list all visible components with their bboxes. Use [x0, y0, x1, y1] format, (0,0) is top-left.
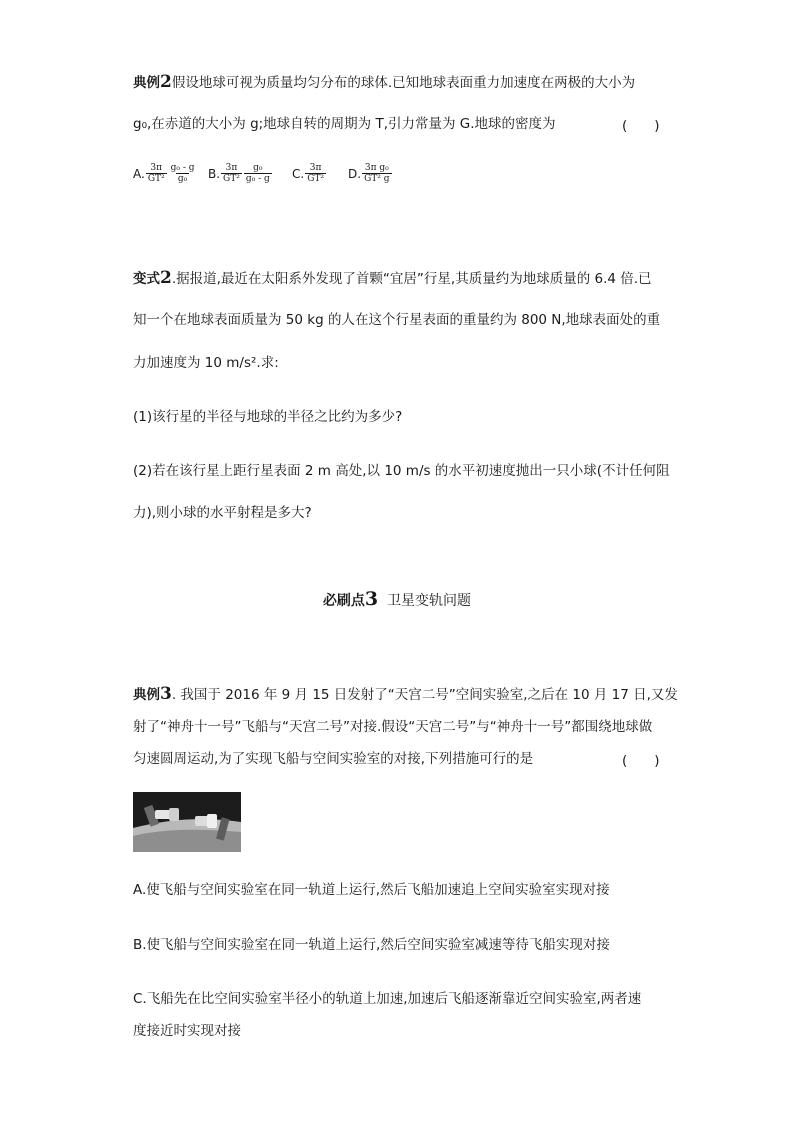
q2-option-a-frac-1: $\frac{3\pi}{\text{GT²}}$ [147, 163, 165, 184]
section-heading [0, 588, 794, 610]
v2-line-1 [133, 268, 652, 289]
q3-option-c-line-2: 度接近时实现对接 [133, 1023, 241, 1039]
v2-subquestion-2-line-1: (2)若在该行星上距行星表面 2 m 高处,以 10 m/s 的水平初速度抛出一只小球(不计任何阻 [133, 463, 670, 479]
spacecraft-docking-image [133, 792, 241, 852]
q3-option-a: A.使飞船与空间实验室在同一轨道上运行,然后飞船加速追上空间实验室实现对接 [133, 882, 610, 898]
q2-tag: 典例 [133, 75, 160, 91]
q3-text-1: . 我国于 2016 年 9 月 15 日发射了“天宫二号”空间实验室,之后在 10 月 17 日,又发 [171, 687, 678, 703]
q3-option-c-line-1: C.飞船先在比空间实验室半径小的轨道上加速,加速后飞船逐渐靠近空间实验室,两者速 [133, 991, 642, 1007]
v2-text-1: .据报道,最近在太阳系外发现了首颗“宜居”行星,其质量约为地球质量的 6.4 倍.已 [171, 271, 652, 287]
q2-option-c [292, 163, 327, 184]
section-label: 必刷点 [322, 593, 365, 609]
q2-option-c-label: C. [292, 166, 305, 181]
v2-tag: 变式 [133, 271, 160, 287]
q2-option-c-frac-1: $\frac{3\pi}{\text{GT²}}$ [307, 163, 325, 184]
q2-option-b-label: B. [208, 166, 221, 181]
q2-number: 2 [160, 72, 172, 92]
q2-option-b [208, 163, 273, 184]
q2-line-2: g₀,在赤道的大小为 g;地球自转的周期为 T,引力常量为 G.地球的密度为 [133, 116, 556, 132]
q3-answer-paren: ( ) [622, 753, 660, 769]
section-number: 3 [364, 588, 379, 610]
v2-line-2: 知一个在地球表面质量为 50 kg 的人在这个行星表面的重量约为 800 N,地球表面处的重 [133, 312, 661, 328]
q3-line-1 [133, 684, 678, 705]
q2-option-a-frac-2: $\frac{\text{g₀ - g}}{\text{g₀}}$ [170, 163, 195, 184]
q3-line-2: 射了“神舟十一号”飞船与“天宫二号”对接.假设“天宫二号”与“神舟十一号”都围绕地球做 [133, 719, 653, 735]
q3-option-b: B.使飞船与空间实验室在同一轨道上运行,然后空间实验室减速等待飞船实现对接 [133, 937, 610, 953]
q2-answer-paren: ( ) [622, 118, 660, 134]
q2-text-1: 假设地球可视为质量均匀分布的球体.已知地球表面重力加速度在两极的大小为 [171, 75, 636, 91]
q2-option-b-frac-1: $\frac{3\pi}{\text{GT²}}$ [223, 163, 240, 184]
q2-option-d-frac-1: $\frac{\text{3π g₀}}{\text{GT² g}}$ [364, 163, 390, 184]
v2-subquestion-1: (1)该行星的半径与地球的半径之比约为多少? [133, 409, 403, 425]
v2-number: 2 [160, 268, 172, 288]
section-title: 卫星变轨问题 [387, 593, 472, 609]
q2-option-d [348, 163, 393, 184]
q2-option-a [133, 163, 198, 184]
v2-subquestion-2-line-2: 力),则小球的水平射程是多大? [133, 505, 312, 521]
q3-line-3: 匀速圆周运动,为了实现飞船与空间实验室的对接,下列措施可行的是 [133, 751, 534, 767]
q2-option-a-label: A. [133, 166, 145, 181]
q3-number: 3 [160, 684, 172, 704]
q3-tag: 典例 [133, 687, 160, 703]
q2-option-d-label: D. [348, 166, 362, 181]
q2-line-1 [133, 72, 635, 93]
q2-option-b-frac-2: $\frac{\text{g₀}}{\text{g₀ - g}}$ [245, 163, 270, 184]
v2-line-3: 力加速度为 10 m/s².求: [133, 355, 279, 371]
